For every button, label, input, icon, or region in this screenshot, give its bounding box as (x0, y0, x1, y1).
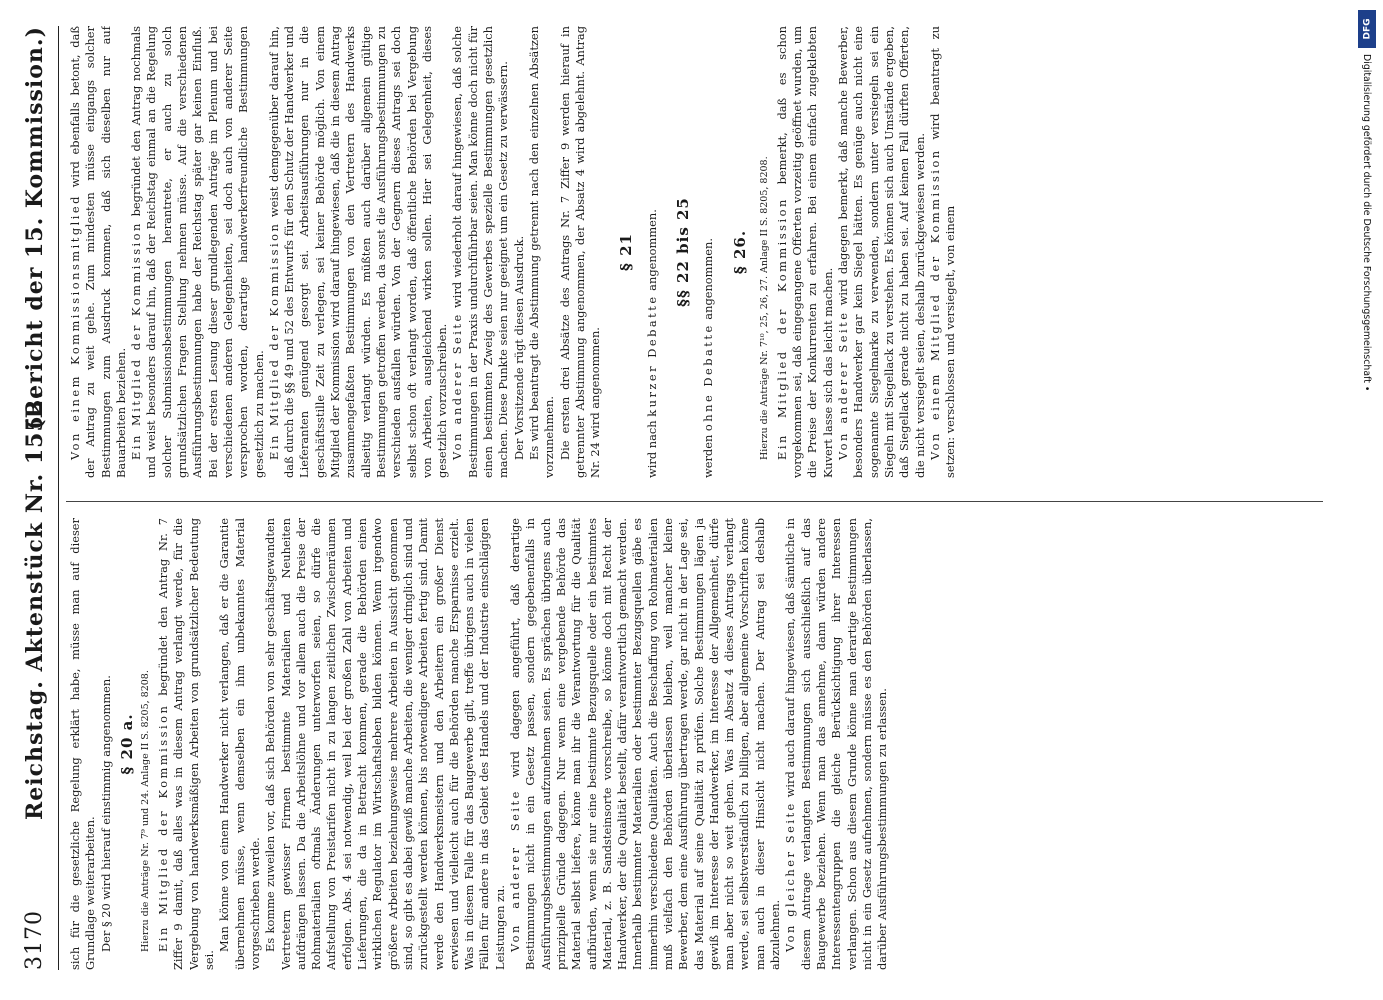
paragraph-text: wird dagegen angeführt, daß derartige Bestimmungen nicht in ein Gesetz passen, sondern gegebenenfalls in Ausführungsbestimmungen aufzunehmen seien. Es sprächen übrigens auch prinzipielle Gründe dagegen. Nur wenn eine vergebende Behörde das Material selbst liefere, könne man ihr die Verantwortung für die Qualität aufbürden, wenn sie nur eine bestimmte Bezugsquelle oder ein bestimmtes Material, z. B. Sandsteinsorte vorschreibe, so könne doch mit Recht der Handwerker, der die Qualität bestellt, dafür verantwortlich gemacht werden. Innerhalb bestimmter Materialien oder bestimmter Bezugsquellen gäbe es immerhin verschiedene Qualitäten. Auch die Beschaffung von Rohmaterialien muß vielfach den Behörden überlassen bleiben, weil mancher kleine Bewerber, dem eine Ausführung übertragen werde, gar nicht in der Lage sei, das Material auf seine Qualität zu prüfen. Solche Bestimmungen lägen ja gewiß im Interesse der Handwerker, im Interesse der Allgemeinheit, dürfe man aber nicht so weit gehen. Was im Absatz 4 dieses Antrags verlangt werde, sei selbstverständlich zu billigen, aber allgemeine Vorschriften könne man auch in dieser Hinsicht nicht machen. Der Antrag sei deshalb abzulehnen. (508, 518, 783, 970)
left-column (68, 518, 1325, 970)
emphasis: Ein Mitglied der Kommission (156, 703, 171, 952)
dfg-logo: DFG (1358, 10, 1376, 48)
reference-note: Hierzu die Anträge Nr. 7⁹ und 24. Anlage II S. 8205, 8208. (140, 670, 152, 952)
paragraph: Der Vorsitzende rügt diesen Ausdruck. (511, 235, 526, 460)
paragraph (775, 26, 836, 478)
paragraph-text: angenommen. (701, 238, 716, 320)
section-heading: § 20 a. (117, 713, 136, 775)
emphasis: Von anderer Seite (508, 789, 523, 952)
paragraph (129, 26, 267, 478)
paragraph-text: begründet den Antrag nochmals und weist besonders darauf hin, daß der Reichstag einmal an die Regelung solcher Submissionsbestimmungen herantrete, er auch zu solch grundsätzlichen Fragen Stellung nehmen müsse. Auf die verschiedenen Ausführungsbestimmungen habe der Reichstag später gar keinen Einfluß. Bei der ersten Lesung dieser grundlegenden Anträge im Plenum und bei verschiedenen anderen Gelegenheiten, sei doch auch von anderer Seite versprochen worden, derartige handwerkerfreundliche Bestimmungen gesetzlich zu machen. (129, 26, 266, 478)
paragraph-text: wird ebenfalls betont, daß der Antrag zu weit gehe. Zum mindesten müsse eingangs solcher Bestimmungen zum Ausdruck kommen, daß sich dieselben nur auf Bauarbeiten beziehen. (68, 26, 128, 478)
paragraph: Es komme zuweilen vor, daß sich Behörden von sehr geschäftsgewandten Vertretern gewisser Firmen bestimmte Materialien und Neuheiten aufdrängen lassen. Da die Arbeitslöhne und vor allem auch die Preise der Rohmaterialien oftmals Änderungen unterworfen seien, so dürfe die Aufstellung von Preistarifen nicht in zu langen zeitlichen Zwischenräumen erfolgen. Abs. 4 sei notwendig, weil bei der großen Zahl von Arbeiten und Lieferungen, die da in Betracht kommen, gerade die Behörden einen wirklichen Regulator im Wirtschaftsleben bilden können. Wenn irgendwo größere Arbeiten beziehungsweise mehrere Arbeiten in Aussicht genommen sind, so gibt es dabei gewiß manche Arbeiten, die weniger dringlich sind und zurückgestellt werden können, bis notwendigere Arbeiten fertig sind. Damit werde den Handwerksmeistern und den Arbeitern ein großer Dienst erwiesen und vielleicht auch für die Behörden manche Ersparnisse erzielt. Was in diesem Falle für das Baugewerbe gilt, treffe übrigens auch in vielen Fällen für andere in das Gebiet des Handels und der Industrie einschlägigen Leistungen zu. (263, 518, 507, 970)
emphasis: Ein Mitglied der Kommission (129, 221, 144, 460)
paragraph (836, 26, 928, 478)
paragraph (701, 26, 716, 478)
emphasis: Von anderer Seite (836, 310, 851, 460)
header-left-title: Reichstag. Aktenstück Nr. 1552. (22, 390, 48, 820)
section-heading: § 26. (730, 229, 749, 275)
paragraph-text: werden (701, 434, 716, 478)
emphasis: ohne Debatte (701, 323, 716, 432)
document-page (8, 0, 1333, 998)
emphasis: Von anderer Seite (450, 312, 465, 460)
paragraph-text: angenommen. (644, 209, 659, 291)
paragraph (928, 26, 959, 478)
right-column (68, 26, 1325, 478)
section-heading: §§ 22 bis 25 (673, 197, 692, 307)
emphasis: Von einem Mitglied der Kommission (927, 148, 942, 460)
paragraph (156, 518, 217, 970)
emphasis: Von einem Kommissionsmitglied (68, 194, 82, 460)
paragraph-text: wird auch darauf hingewiesen, daß sämtliche in diesem Antrage verlangten Bestimmungen sich ausschließlich auf das Baugewerbe beziehen. Wenn man das annehme, dann würden andere Interessentengruppen die gleiche Berücksichtigung ihrer Interessen verlangen. Schon aus diesem Grunde könne man derartige Bestimmungen nicht in ein Gesetz aufnehmen, sondern müsse es den Behörden überlassen, darüber Ausführungsbestimmungen zu erlassen. (783, 518, 890, 970)
paragraph: Man könne von einem Handwerker nicht verlangen, daß er die Garantie übernehmen müsse, wenn demselben ein ihm unbekanntes Material vorgeschrieben werde. (217, 518, 262, 970)
funding-credit: Digitalisierung gefördert durch die Deutsche Forschungsgemeinschaft • (1361, 54, 1372, 392)
paragraph-text: wird wiederholt darauf hingewiesen, daß solche Bestimmungen in der Praxis undurchführbar seien. Man könne doch nicht für einen bestimmten Zweig des Gewerbes spezielle Bestimmungen gesetzlich machen. Diese Punkte seien nur geeignet um ein Gesetz zu verwässern. (450, 26, 511, 478)
paragraph (508, 518, 783, 970)
paragraph: sich für die gesetzliche Regelung erklärt habe, müsse man auf dieser Grundlage weiterarbeiten. (68, 518, 98, 970)
emphasis: Von gleicher Seite (783, 801, 798, 952)
emphasis: kurzer Debatte (644, 294, 659, 417)
emphasis: Ein Mitglied der Kommission (774, 197, 789, 460)
digitization-sidebar (1356, 8, 1380, 992)
page-header (16, 26, 59, 970)
paragraph-text: wird dagegen bemerkt, daß manche Bewerber, besonders Handwerker gar kein Siegel hätten. Es genüge auch nicht eine sogenannte Siegelmarke zu verwenden, sondern unter versiegeln sei ein Siegeln mit Siegellack zu verstehen. Es können sich auch Umstände ergeben, daß Siegellack gerade nicht zu haben sei. Auf keinen Fall dürften Offerten, die nicht versiegelt seien, deshalb zurückgewiesen werden. (836, 26, 927, 478)
emphasis: Ein Mitglied der Kommission (266, 221, 281, 460)
paragraph: Die ersten drei Absätze des Antrags Nr. 7 Ziffer 9 werden hierauf in getrennter Abstimmung angenommen, der Absatz 4 wird abgelehnt. Antrag Nr. 24 wird angenommen. (557, 26, 603, 478)
column-divider (66, 501, 1323, 502)
paragraph-text: begründet den Antrag Nr. 7 Ziffer 9 damit, daß alles was in diesem Antrag verlangt werde, für die Vergebung von handwerksmäßigen Arbeiten von grundsätzlicher Bedeutung sei. (156, 518, 217, 970)
paragraph (68, 26, 129, 478)
paragraph-text: wird beantragt zu setzen: verschlossen und versiegelt, von einem (927, 26, 958, 478)
paragraph: Der § 20 wird hierauf einstimmig angenommen. (98, 675, 113, 952)
paragraph-text: weist demgegenüber darauf hin, daß durch die §§ 49 und 52 des Entwurfs für den Schutz der Handwerker und Lieferanten genügend gesorgt sei. Arbeitsausführungen nur in die geschäftsstille Zeit zu verlegen, sei keiner Behörde möglich. Von einem Mitglied der Kommission wird darauf hingewiesen, daß die in diesem Antrag zusammengefaßten Bestimmungen von den Vertretern des Handwerks allseitig verlangt würden. Es müßten auch darüber allgemein gültige Bestimmungen getroffen werden, da sonst die Ausführungsbestimmungen zu verschieden ausfallen würden. Von der Gegnern dieses Antrags sei doch selbst schon oft verlangt worden, daß öffentliche Behörden bei Vergebung von Arbeiten, ausgleichend wirken sollen. Hier sei Gelegenheit, dieses gesetzlich vorzuschreiben. (266, 26, 450, 478)
paragraph-text: bemerkt, daß es schon vorgekommen sei, daß eingegangene Offerten vorzeitig geöffnet wurden, um die Preise der Konkurrenten zu erfahren. Bei einem einfach zugeklebten Kuvert lasse sich das leicht machen. (774, 26, 835, 478)
page-number: 3170 (22, 910, 47, 970)
reference-note: Hierzu die Anträge Nr. 7¹⁰, 25, 26, 27. Anlage II S. 8205, 8208. (758, 156, 770, 460)
paragraph (783, 518, 890, 970)
header-right-title: (Bericht der 15. Kommission.) (22, 26, 48, 430)
paragraph (645, 26, 660, 478)
paragraph (450, 26, 511, 478)
paragraph (267, 26, 451, 478)
paragraph-text: wird nach (644, 420, 659, 478)
paragraph: Es wird beantragt die Abstimmung getrennt nach den einzelnen Absätzen vorzunehmen. (526, 26, 557, 478)
section-heading: § 21 (617, 233, 636, 271)
